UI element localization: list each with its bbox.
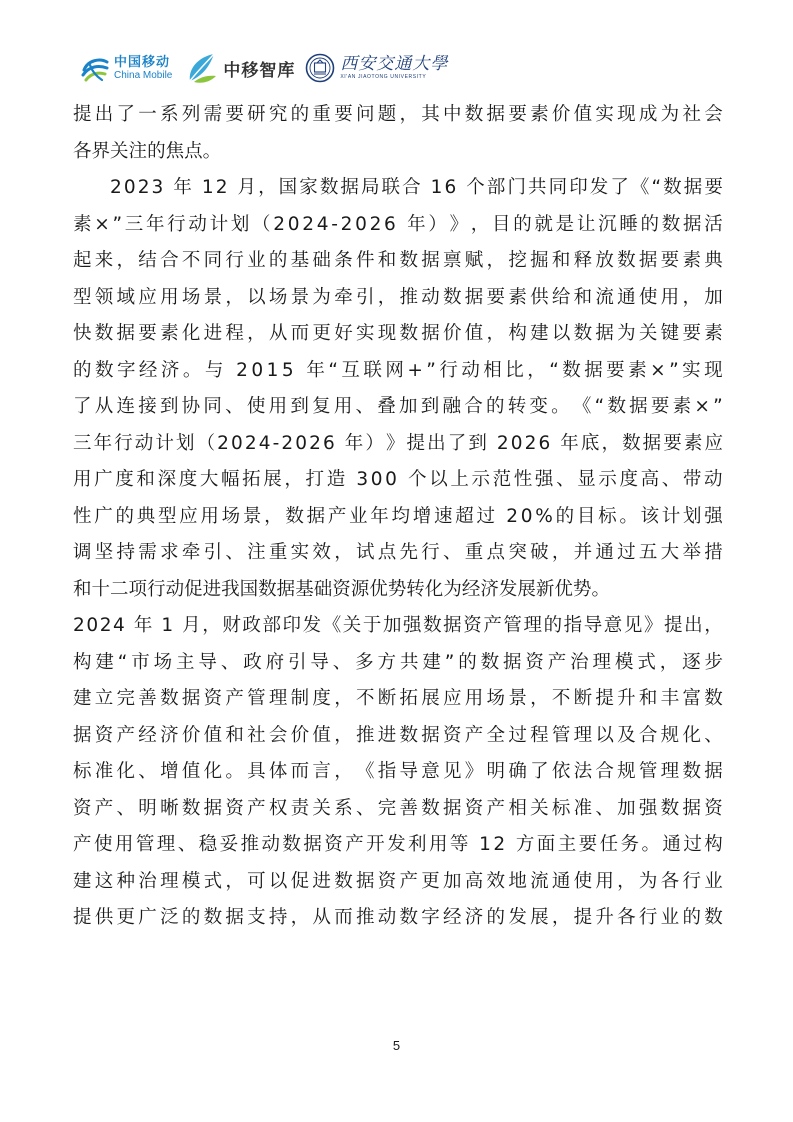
xjtu-en-text: XI'AN JIAOTONG UNIVERSITY (340, 74, 427, 80)
xjtu-cn-text: 西安交通大學 (340, 54, 449, 74)
text-line: 素 × ” 三 年 行 动 计 划 （ 2 0 2 4 - 2 0 2 6 年 ） 》 ， 目 的 就 是 让 沉 睡 的 数 据 活 (73, 213, 723, 235)
page-header (80, 46, 448, 90)
text-line: 型 领 域 应 用 场 景 ， 以 场 景 为 牵 引 ， 推 动 数 据 要 素 供 给 和 流 通 使 用 ， 加 (73, 286, 723, 308)
text-line: 的 数 字 经 济 。 与 2 0 1 5 年 “ 互 联 网 + ” 行 动 相 比 ， “ 数 据 要 素 × ” 实 现 (73, 359, 723, 381)
text-line: 性 广 的 典 型 应 用 场 景 ， 数 据 产 业 年 均 增 速 超 过 2 0 % 的 目 标 。 该 计 划 强 (73, 505, 723, 527)
xjtu-seal-icon (305, 53, 335, 83)
text-line: 提 供 更 广 泛 的 数 据 支 持 ， 从 而 推 动 数 字 经 济 的 发 展 ， 提 升 各 行 业 的 数 (73, 907, 723, 928)
text-line: 和 十 二 项 行 动 促 进 我 国 数 据 基 础 资 源 优 势 转 化 为 经 济 发 展 新 优 势 。 (73, 578, 610, 600)
page-number: 5 (392, 1038, 401, 1053)
text-line: 建 立 完 善 数 据 资 产 管 理 制 度 ， 不 断 拓 展 应 用 场 景 ， 不 断 提 升 和 丰 富 数 (73, 688, 723, 709)
text-line: 资 产 、 明 晰 数 据 资 产 权 责 关 系 、 完 善 数 据 资 产 相 关 标 准 、 加 强 数 据 资 (73, 797, 723, 819)
text-line: 调 坚 持 需 求 牵 引 、 注 重 实 效 ， 试 点 先 行 、 重 点 突 破 ， 并 通 过 五 大 举 措 (73, 542, 723, 563)
text-line: 三 年 行 动 计 划 （ 2 0 2 4 - 2 0 2 6 年 ） 》 提 出 了 到 2 0 2 6 年 底 ， 数 据 要 素 应 (73, 432, 723, 454)
body-text (73, 97, 723, 937)
text-line: 标 准 化 、 增 值 化 。 具 体 而 言 ， 《 指 导 意 见 》 明 确 了 依 法 合 规 管 理 数 据 (73, 761, 723, 782)
text-line: 起 来 ， 结 合 不 同 行 业 的 基 础 条 件 和 数 据 禀 赋 ， 挖 掘 和 释 放 数 据 要 素 典 (73, 250, 723, 271)
china-mobile-en-text: China Mobile (114, 69, 173, 81)
zhiku-logo (186, 51, 295, 85)
china-mobile-cn-text: 中国移动 (114, 54, 171, 70)
china-mobile-logo (80, 53, 172, 83)
text-line: 2 0 2 3 年 1 2 月 ， 国 家 数 据 局 联 合 1 6 个 部 门 共 同 印 发 了 《 “ 数 据 要 (110, 177, 723, 198)
text-line: 快 数 据 要 素 化 进 程 ， 从 而 更 好 实 现 数 据 价 值 ， 构 建 以 数 据 为 关 键 要 素 (73, 323, 723, 344)
text-line: 用 广 度 和 深 度 大 幅 拓 展 ， 打 造 3 0 0 个 以 上 示 范 性 强 、 显 示 度 高 、 带 动 (73, 469, 723, 490)
text-line: 构 建 “ 市 场 主 导 、 政 府 引 导 、 多 方 共 建 ” 的 数 据 资 产 治 理 模 式 ， 逐 步 (73, 651, 723, 673)
text-line: 提 出 了 一 系 列 需 要 研 究 的 重 要 问 题 ， 其 中 数 据 要 素 价 值 实 现 成 为 社 会 (73, 104, 723, 125)
zhiku-leaf-icon (186, 51, 218, 85)
text-line: 了 从 连 接 到 协 同 、 使 用 到 复 用 、 叠 加 到 融 合 的 转 变 。 《 “ 数 据 要 素 × ” (73, 396, 723, 417)
text-line: 各 界 关 注 的 焦 点 。 (73, 140, 222, 162)
text-line: 据 资 产 经 济 价 值 和 社 会 价 值 ， 推 进 数 据 资 产 全 过 程 管 理 以 及 合 规 化 、 (73, 724, 723, 746)
xjtu-logo (305, 53, 448, 83)
text-line: 2 0 2 4 年 1 月 ， 财 政 部 印 发 《 关 于 加 强 数 据 资 产 管 理 的 指 导 意 见 》 提 出 ， (73, 615, 723, 636)
china-mobile-emblem-icon (80, 53, 110, 83)
text-line: 产 使 用 管 理 、 稳 妥 推 动 数 据 资 产 开 发 利 用 等 1 2 方 面 主 要 任 务 。 通 过 构 (73, 834, 723, 855)
zhiku-text: 中移智库 (223, 60, 296, 81)
text-line: 建 这 种 治 理 模 式 ， 可 以 促 进 数 据 资 产 更 加 高 效 地 流 通 使 用 ， 为 各 行 业 (73, 870, 723, 892)
